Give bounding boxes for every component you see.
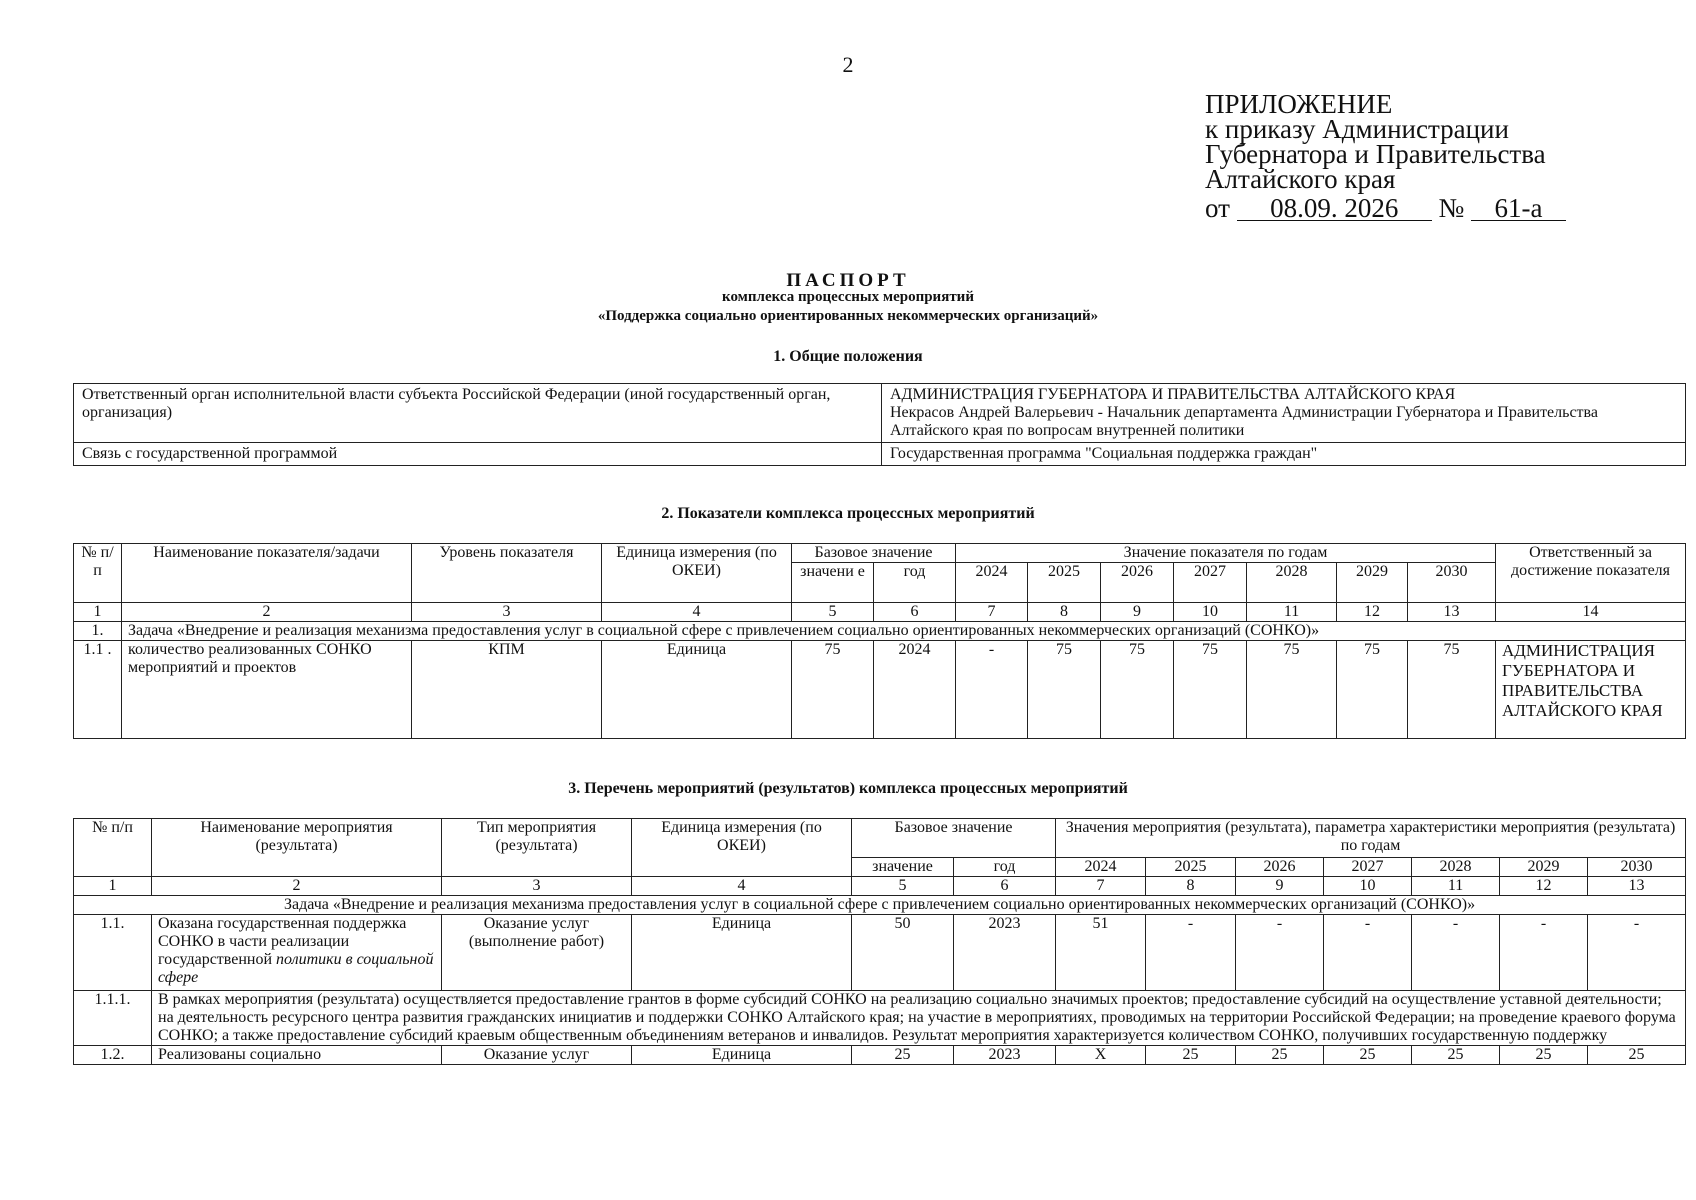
activity-unit: Единица: [632, 1046, 852, 1065]
col-number: 10: [1174, 603, 1247, 622]
col-number: 5: [792, 603, 874, 622]
row-num: 1.1.1.: [74, 991, 152, 1046]
year-value: 25: [1236, 1046, 1324, 1065]
header-year: 2024: [1056, 858, 1146, 877]
header-base-value: значение: [852, 858, 954, 877]
year-value: -: [1146, 915, 1236, 991]
section-1-title: 1. Общие положения: [773, 348, 923, 365]
appendix-block: [1205, 89, 1675, 223]
description-row: [74, 991, 1686, 1046]
header-num: № п/п: [74, 544, 122, 603]
col-number: 8: [1028, 603, 1101, 622]
header-name: Наименование мероприятия (результата): [152, 819, 442, 877]
col-number: 4: [602, 603, 792, 622]
year-value: 75: [1247, 641, 1337, 739]
passport-subtitle: комплекса процессных мероприятий: [722, 289, 974, 305]
passport-name: «Поддержка социально ориентированных некоммерческих организаций»: [597, 308, 1099, 324]
page-number: 2: [842, 52, 854, 77]
header-year: 2029: [1500, 858, 1588, 877]
header-num: № п/п: [74, 819, 152, 877]
col-number: 14: [1496, 603, 1686, 622]
base-value: 25: [852, 1046, 954, 1065]
task-row: [74, 896, 1686, 915]
section-2-title: 2. Показатели комплекса процессных мероприятий: [661, 505, 1035, 522]
header-base: Базовое значение: [792, 544, 956, 563]
header-year: 2026: [1236, 858, 1324, 877]
year-value: -: [1412, 915, 1500, 991]
col-number: 3: [442, 877, 632, 896]
col-number: 6: [874, 603, 956, 622]
col-number: 2: [152, 877, 442, 896]
task-num: 1.: [74, 622, 122, 641]
base-value: 50: [852, 915, 954, 991]
indicator-unit: Единица: [602, 641, 792, 739]
header-base-value: значени е: [792, 563, 874, 603]
activity-name-italic: политики в социальной сфере: [158, 951, 434, 986]
header-base: Базовое значение: [852, 819, 1056, 858]
year-value: 25: [1146, 1046, 1236, 1065]
program-link-label: Связь с государственной программой: [74, 443, 882, 466]
year-value: -: [956, 641, 1028, 739]
column-numbers-row: [74, 603, 1686, 622]
program-link-value: Государственная программа "Социальная поддержка граждан": [882, 443, 1686, 466]
date-prefix: от: [1205, 193, 1230, 223]
column-numbers-row: [74, 877, 1686, 896]
number-label: №: [1438, 193, 1465, 223]
task-row: [74, 622, 1686, 641]
activity-name-main: Оказана государственная поддержка СОНКО в части реализации государственной: [158, 915, 407, 968]
col-number: 7: [1056, 877, 1146, 896]
col-number: 11: [1247, 603, 1337, 622]
year-value: X: [1056, 1046, 1146, 1065]
row-num: 1.2.: [74, 1046, 152, 1065]
responsible-body-label: Ответственный орган исполнительной власти субъекта Российской Федерации (иной государственный орган, организация): [74, 384, 882, 443]
activity-type: Оказание услуг (выполнение работ): [442, 915, 632, 991]
indicator-name: количество реализованных СОНКО мероприятий и проектов: [122, 641, 412, 739]
general-provisions-table: [73, 383, 1686, 466]
header-row: [74, 819, 1686, 858]
col-number: 9: [1236, 877, 1324, 896]
order-date: 08.09. 2026: [1237, 196, 1432, 221]
col-number: 6: [954, 877, 1056, 896]
year-value: 75: [1101, 641, 1174, 739]
appendix-line-1: к приказу Администрации: [1205, 114, 1509, 144]
col-number: 1: [74, 877, 152, 896]
header-base-year: год: [874, 563, 956, 603]
activity-name: Реализованы социально: [152, 1046, 442, 1065]
table-row: [74, 1046, 1686, 1065]
responsible-body-value: [882, 384, 1686, 443]
appendix-title: ПРИЛОЖЕНИЕ: [1205, 89, 1393, 119]
col-number: 2: [122, 603, 412, 622]
order-number: 61-а: [1471, 196, 1566, 221]
base-value: 75: [792, 641, 874, 739]
header-responsible: Ответственный за достижение показателя: [1496, 544, 1686, 603]
activity-description: В рамках мероприятия (результата) осуществляется предоставление грантов в форме субсидий СОНКО на реализацию социально значимых проектов; предоставление субсидий на осуществление уставной деятельности; на деятельность ресурсного центра развития гражданских инициатив и поддержки СОНКО Алтайского края; на участие в мероприятиях, проводимых на территории Российской Федерации; на проведение краевого форума СОНКО; а также предоставление субсидий краевым общественным объединениям ветеранов и инвалидов. Результат мероприятия характеризуется количеством СОНКО, получивших государственную поддержку: [152, 991, 1686, 1046]
year-value: 25: [1588, 1046, 1686, 1065]
year-value: -: [1324, 915, 1412, 991]
base-year: 2023: [954, 915, 1056, 991]
year-value: 75: [1028, 641, 1101, 739]
year-value: -: [1500, 915, 1588, 991]
header-year: 2027: [1324, 858, 1412, 877]
base-year: 2024: [874, 641, 956, 739]
base-year: 2023: [954, 1046, 1056, 1065]
col-number: 13: [1588, 877, 1686, 896]
indicator-level: КПМ: [412, 641, 602, 739]
col-number: 7: [956, 603, 1028, 622]
header-year: 2030: [1588, 858, 1686, 877]
table-row: [74, 641, 1686, 739]
activity-type: Оказание услуг: [442, 1046, 632, 1065]
col-number: 10: [1324, 877, 1412, 896]
header-year: 2025: [1146, 858, 1236, 877]
col-number: 12: [1500, 877, 1588, 896]
table-row: [74, 384, 1686, 443]
activities-table: [73, 818, 1686, 1065]
header-year: 2025: [1028, 563, 1101, 603]
header-year: 2028: [1412, 858, 1500, 877]
indicators-table: [73, 543, 1686, 739]
header-row: [74, 544, 1686, 563]
header-by-years: Значение показателя по годам: [956, 544, 1496, 563]
passport-title: ПАСПОРТ: [786, 270, 910, 291]
col-number: 5: [852, 877, 954, 896]
task-text: Задача «Внедрение и реализация механизма предоставления услуг в социальной сфере с привлечением социально ориентированных некоммерческих организаций (СОНКО)»: [122, 622, 1686, 641]
year-value: 25: [1500, 1046, 1588, 1065]
year-value: -: [1236, 915, 1324, 991]
appendix-line-2: Губернатора и Правительства: [1205, 139, 1546, 169]
year-value: 25: [1324, 1046, 1412, 1065]
header-year: 2026: [1101, 563, 1174, 603]
appendix-line-3: Алтайского края: [1205, 164, 1396, 194]
col-number: 13: [1408, 603, 1496, 622]
col-number: 12: [1337, 603, 1408, 622]
header-year: 2030: [1408, 563, 1496, 603]
year-value: 75: [1337, 641, 1408, 739]
responsible-body-name: АДМИНИСТРАЦИЯ ГУБЕРНАТОРА И ПРАВИТЕЛЬСТВА АЛТАЙСКОГО КРАЯ: [890, 386, 1456, 403]
appendix-date-line: [1205, 193, 1675, 223]
row-num: 1.1 .: [74, 641, 122, 739]
col-number: 9: [1101, 603, 1174, 622]
header-year: 2029: [1337, 563, 1408, 603]
table-row: [74, 915, 1686, 991]
header-by-years: Значения мероприятия (результата), параметра характеристики мероприятия (результата) по годам: [1056, 819, 1686, 858]
responsible-person: Некрасов Андрей Валерьевич - Начальник департамента Администрации Губернатора и Правительства Алтайского края по вопросам внутренней политики: [890, 404, 1598, 439]
activity-name: [152, 915, 442, 991]
header-level: Уровень показателя: [412, 544, 602, 603]
col-number: 1: [74, 603, 122, 622]
header-name: Наименование показателя/задачи: [122, 544, 412, 603]
activity-unit: Единица: [632, 915, 852, 991]
header-year: 2024: [956, 563, 1028, 603]
header-type: Тип мероприятия (результата): [442, 819, 632, 877]
header-year: 2028: [1247, 563, 1337, 603]
year-value: -: [1588, 915, 1686, 991]
year-value: 75: [1174, 641, 1247, 739]
table-row: [74, 443, 1686, 466]
col-number: 4: [632, 877, 852, 896]
responsible-value: АДМИНИСТРАЦИЯ ГУБЕРНАТОРА И ПРАВИТЕЛЬСТВА АЛТАЙСКОГО КРАЯ: [1496, 641, 1686, 739]
task-text: Задача «Внедрение и реализация механизма предоставления услуг в социальной сфере с привлечением социально ориентированных некоммерческих организаций (СОНКО)»: [74, 896, 1686, 915]
year-value: 75: [1408, 641, 1496, 739]
header-base-year: год: [954, 858, 1056, 877]
row-num: 1.1.: [74, 915, 152, 991]
col-number: 8: [1146, 877, 1236, 896]
header-unit: Единица измерения (по ОКЕИ): [602, 544, 792, 603]
header-year: 2027: [1174, 563, 1247, 603]
col-number: 11: [1412, 877, 1500, 896]
col-number: 3: [412, 603, 602, 622]
section-3-title: 3. Перечень мероприятий (результатов) комплекса процессных мероприятий: [568, 780, 1128, 797]
header-unit: Единица измерения (по ОКЕИ): [632, 819, 852, 877]
year-value: 25: [1412, 1046, 1500, 1065]
year-value: 51: [1056, 915, 1146, 991]
